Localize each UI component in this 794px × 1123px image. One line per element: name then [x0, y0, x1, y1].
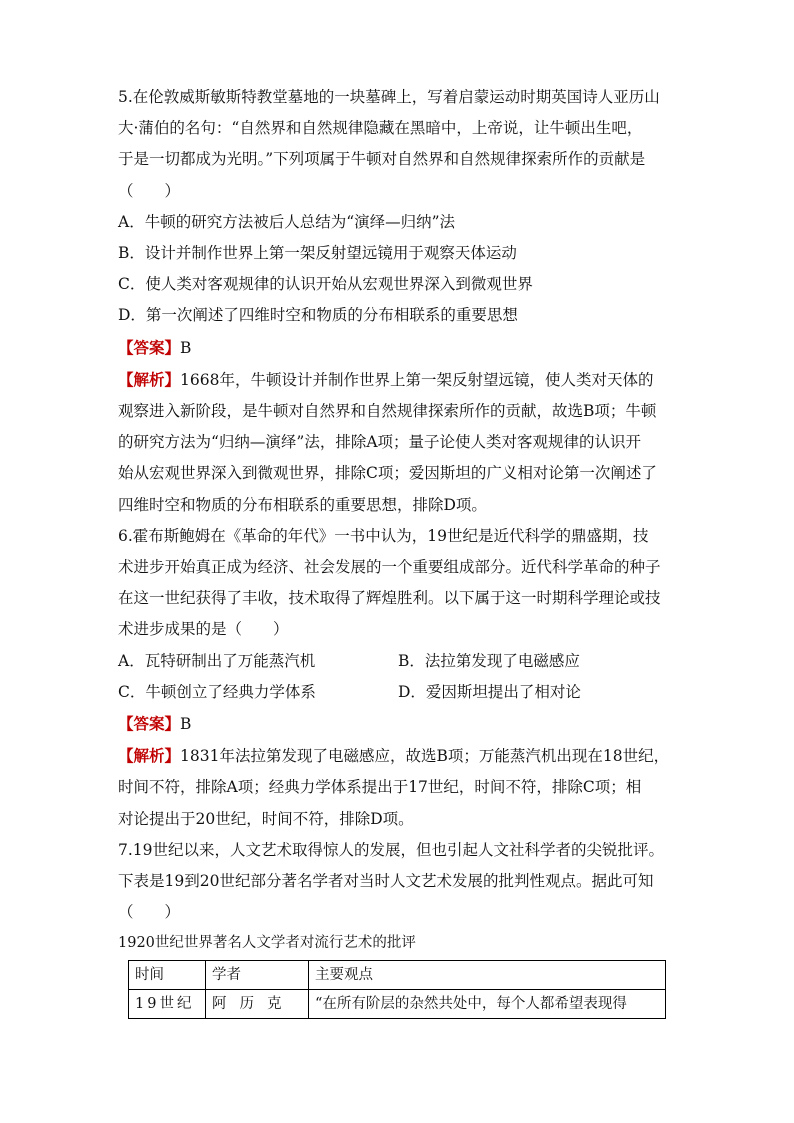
q5-analysis-line: 始从宏观世界深入到微观世界，排除C项；爱因斯坦的广义相对论第一次阐述了	[118, 464, 657, 483]
q5-option-d: D．第一次阐述了四维时空和物质的分布相联系的重要思想	[118, 306, 518, 325]
table-row	[129, 989, 666, 1018]
q6-stem-line: 6.霍布斯鲍姆在《革命的年代》一书中认为，19世纪是近代科学的鼎盛期，技	[118, 526, 649, 545]
question-5	[118, 82, 678, 521]
answer-value: B	[180, 715, 192, 734]
q6-option-c: C．牛顿创立了经典力学体系	[118, 682, 316, 701]
q6-stem-line: 在这一世纪获得了丰收，技术取得了辉煌胜利。以下属于这一时期科学理论或技	[118, 589, 661, 608]
table-cell: 19世纪	[129, 989, 206, 1018]
q5-stem-line: 于是一切都成为光明。”下列项属于牛顿对自然界和自然规律探索所作的贡献是	[118, 150, 646, 169]
analysis-text: 1831年法拉第发现了电磁感应，故选B项；万能蒸汽机出现在18世纪，	[180, 747, 670, 766]
analysis-label: 【解析】	[118, 746, 181, 766]
q5-analysis-line	[118, 364, 678, 396]
q5-stem-line: （ ）	[118, 181, 181, 200]
table-cell: “在所有阶层的杂然共处中，每个人都希望表现得	[309, 989, 666, 1018]
q6-analysis-line: 对论提出于20世纪，时间不符，排除D项。	[118, 809, 414, 828]
q6-option-d: D．爱因斯坦提出了相对论	[398, 682, 581, 701]
q6-option-a: A．瓦特研制出了万能蒸汽机	[118, 651, 316, 670]
critique-table	[128, 960, 666, 1019]
q6-option-b: B．法拉第发现了电磁感应	[398, 651, 580, 670]
table-caption: 1920世纪世界著名人文学者对流行艺术的批评	[118, 935, 416, 952]
question-6	[118, 521, 678, 835]
q7-stem-line: （ ）	[118, 903, 181, 922]
q5-option-a: A．牛顿的研究方法被后人总结为“演绎—归纳”法	[118, 212, 456, 231]
table-header-cell: 主要观点	[309, 960, 666, 989]
table-header-cell: 时间	[129, 960, 206, 989]
q5-stem-line: 5.在伦敦威斯敏斯特教堂墓地的一块墓碑上，写着启蒙运动时期英国诗人亚历山	[118, 88, 660, 106]
table-header-cell: 学者	[206, 960, 309, 989]
q6-stem-line: 术进步开始真正成为经济、社会发展的一个重要组成部分。近代科学革命的种子	[118, 558, 661, 577]
q6-analysis-line	[118, 740, 678, 772]
q6-options	[118, 646, 678, 708]
analysis-label: 【解析】	[118, 369, 181, 389]
q5-option-b: B．设计并制作世界上第一架反射望远镜用于观察天体运动	[118, 244, 517, 263]
table-header-row	[129, 960, 666, 989]
q6-answer	[118, 708, 678, 740]
q7-stem-line: 7.19世纪以来，人文艺术取得惊人的发展，但也引起人文社科学者的尖锐批评。	[118, 840, 665, 859]
q5-option-c: C．使人类对客观规律的认识开始从宏观世界深入到微观世界	[118, 275, 533, 294]
answer-label: 【答案】	[118, 714, 181, 734]
q5-answer	[118, 332, 678, 364]
answer-value: B	[180, 338, 192, 357]
document-body	[118, 82, 678, 1019]
answer-label: 【答案】	[118, 337, 181, 357]
q6-stem-line: 术进步成果的是（ ）	[118, 620, 289, 639]
question-7	[118, 835, 678, 1019]
analysis-text: 1668年，牛顿设计并制作世界上第一架反射望远镜，使人类对天体的	[180, 370, 654, 389]
table-cell: 阿历克	[206, 989, 309, 1018]
q5-analysis-line: 四维时空和物质的分布相联系的重要思想，排除D项。	[118, 495, 487, 514]
q6-analysis-line: 时间不符，排除A项；经典力学体系提出于17世纪，时间不符，排除C项；相	[118, 778, 642, 797]
q5-analysis-line: 观察进入新阶段，是牛顿对自然界和自然规律探索所作的贡献，故选B项；牛顿	[118, 402, 657, 421]
q5-stem-line: 大·蒲伯的名句：“自然界和自然规律隐藏在黑暗中，上帝说，让牛顿出生吧，	[118, 119, 643, 138]
q5-analysis-line: 的研究方法为“归纳—演绎”法，排除A项；量子论使人类对客观规律的认识开	[118, 433, 642, 452]
q7-stem-line: 下表是19到20世纪部分著名学者对当时人文艺术发展的批判性观点。据此可知	[118, 872, 654, 891]
